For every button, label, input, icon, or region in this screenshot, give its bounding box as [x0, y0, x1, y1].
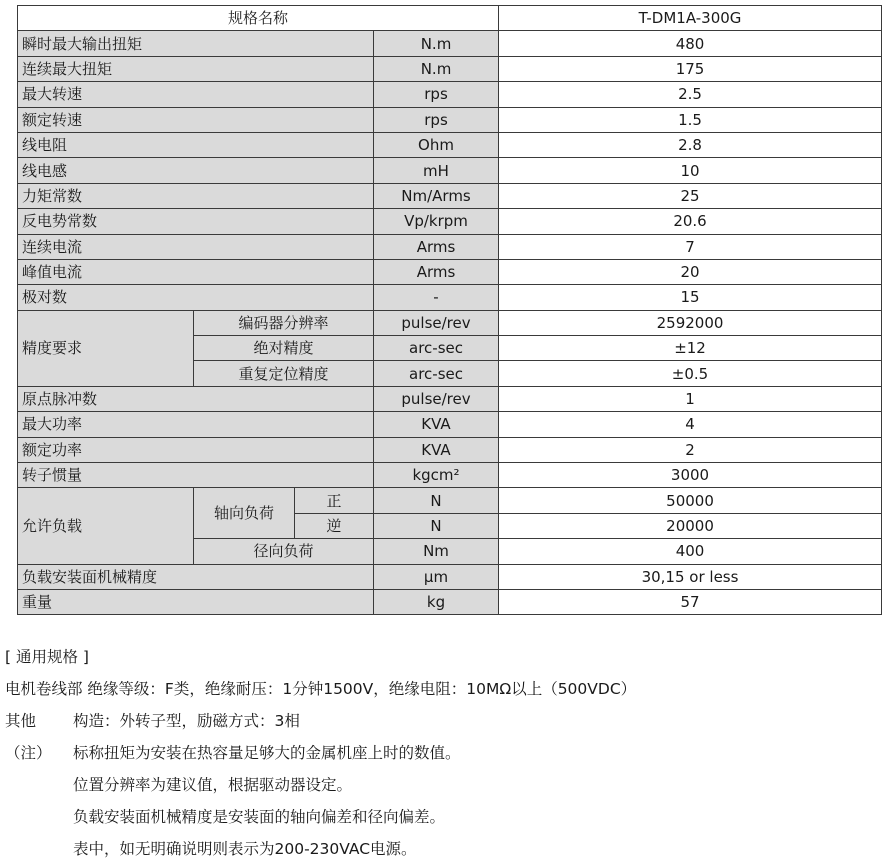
note-line: [5, 737, 875, 769]
row-name: 瞬时最大输出扭矩: [18, 31, 374, 56]
row-value: 20000: [499, 513, 882, 538]
row-name: 线电感: [18, 158, 374, 183]
row-unit: kgcm²: [374, 463, 499, 488]
axial-positive-label: 正: [295, 488, 374, 513]
row-unit: KVA: [374, 412, 499, 437]
table-row: [18, 488, 882, 513]
row-value: ±12: [499, 336, 882, 361]
row-value: 1.5: [499, 107, 882, 132]
row-name: 峰值电流: [18, 259, 374, 284]
row-name: 线电阻: [18, 132, 374, 157]
row-unit: Nm: [374, 539, 499, 564]
axial-negative-label: 逆: [295, 513, 374, 538]
row-name: 力矩常数: [18, 183, 374, 208]
table-row: [18, 463, 882, 488]
spec-table: [17, 5, 882, 615]
row-unit: rps: [374, 82, 499, 107]
row-unit: -: [374, 285, 499, 310]
row-name: 连续电流: [18, 234, 374, 259]
row-unit: KVA: [374, 437, 499, 462]
accuracy-group-label: 精度要求: [18, 310, 194, 386]
row-name: 编码器分辨率: [194, 310, 374, 335]
row-value: 480: [499, 31, 882, 56]
row-value: 7: [499, 234, 882, 259]
row-name: 负载安装面机械精度: [18, 564, 374, 589]
row-unit: N: [374, 488, 499, 513]
row-name: 反电势常数: [18, 209, 374, 234]
table-row: [18, 209, 882, 234]
row-unit: mH: [374, 158, 499, 183]
row-name: 额定功率: [18, 437, 374, 462]
row-unit: rps: [374, 107, 499, 132]
table-row: [18, 285, 882, 310]
row-value: 2.5: [499, 82, 882, 107]
note-line: 位置分辨率为建议值，根据驱动器设定。: [73, 776, 353, 794]
row-unit: N.m: [374, 31, 499, 56]
note-line: 负载安装面机械精度是安装面的轴向偏差和径向偏差。: [73, 808, 446, 826]
table-row: [18, 183, 882, 208]
table-row: [18, 412, 882, 437]
row-value: 2592000: [499, 310, 882, 335]
other-spec: [5, 705, 875, 737]
row-value: 15: [499, 285, 882, 310]
row-unit: Ohm: [374, 132, 499, 157]
row-name: 径向负荷: [194, 539, 374, 564]
table-row: [18, 589, 882, 614]
table-row: [18, 56, 882, 81]
row-value: 2: [499, 437, 882, 462]
table-row: [18, 310, 882, 335]
row-name: 额定转速: [18, 107, 374, 132]
row-unit: arc-sec: [374, 336, 499, 361]
winding-spec: 电机卷线部 绝缘等级：F类，绝缘耐压：1分钟1500V，绝缘电阻：10MΩ以上（500VDC）: [5, 680, 637, 698]
row-value: 50000: [499, 488, 882, 513]
section-title: [ 通用规格 ]: [5, 648, 89, 666]
row-name: 极对数: [18, 285, 374, 310]
notes-section: [5, 641, 875, 865]
table-row: [18, 234, 882, 259]
row-value: ±0.5: [499, 361, 882, 386]
row-name: 重量: [18, 589, 374, 614]
row-unit: N.m: [374, 56, 499, 81]
axial-load-label: 轴向负荷: [194, 488, 295, 539]
other-text: 构造：外转子型，励磁方式：3相: [73, 712, 300, 730]
table-header-row: [18, 6, 882, 31]
row-value: 1: [499, 386, 882, 411]
note-line: 表中，如无明确说明则表示为200-230VAC电源。: [73, 840, 417, 858]
row-value: 175: [499, 56, 882, 81]
row-name: 连续最大扭矩: [18, 56, 374, 81]
row-value: 30,15 or less: [499, 564, 882, 589]
note-text: 标称扭矩为安装在热容量足够大的金属机座上时的数值。: [73, 744, 461, 762]
row-value: 57: [499, 589, 882, 614]
row-unit: Nm/Arms: [374, 183, 499, 208]
table-row: [18, 259, 882, 284]
row-value: 25: [499, 183, 882, 208]
load-group-label: 允许负载: [18, 488, 194, 564]
table-row: [18, 82, 882, 107]
table-row: [18, 564, 882, 589]
table-row: [18, 107, 882, 132]
table-row: [18, 158, 882, 183]
row-unit: pulse/rev: [374, 310, 499, 335]
row-unit: μm: [374, 564, 499, 589]
row-unit: Arms: [374, 259, 499, 284]
row-name: 转子惯量: [18, 463, 374, 488]
row-unit: kg: [374, 589, 499, 614]
header-spec-name: 规格名称: [18, 6, 499, 31]
row-unit: arc-sec: [374, 361, 499, 386]
row-unit: N: [374, 513, 499, 538]
row-unit: Arms: [374, 234, 499, 259]
row-value: 3000: [499, 463, 882, 488]
table-row: [18, 31, 882, 56]
table-row: [18, 437, 882, 462]
row-value: 2.8: [499, 132, 882, 157]
table-row: [18, 132, 882, 157]
table-row: [18, 386, 882, 411]
row-name: 最大转速: [18, 82, 374, 107]
row-value: 4: [499, 412, 882, 437]
other-label: 其他: [5, 712, 37, 730]
row-value: 20.6: [499, 209, 882, 234]
note-label: （注）: [5, 744, 52, 762]
row-name: 绝对精度: [194, 336, 374, 361]
header-model: T-DM1A-300G: [499, 6, 882, 31]
row-name: 最大功率: [18, 412, 374, 437]
row-value: 10: [499, 158, 882, 183]
row-value: 400: [499, 539, 882, 564]
row-name: 原点脉冲数: [18, 386, 374, 411]
row-unit: Vp/krpm: [374, 209, 499, 234]
row-name: 重复定位精度: [194, 361, 374, 386]
row-value: 20: [499, 259, 882, 284]
row-unit: pulse/rev: [374, 386, 499, 411]
